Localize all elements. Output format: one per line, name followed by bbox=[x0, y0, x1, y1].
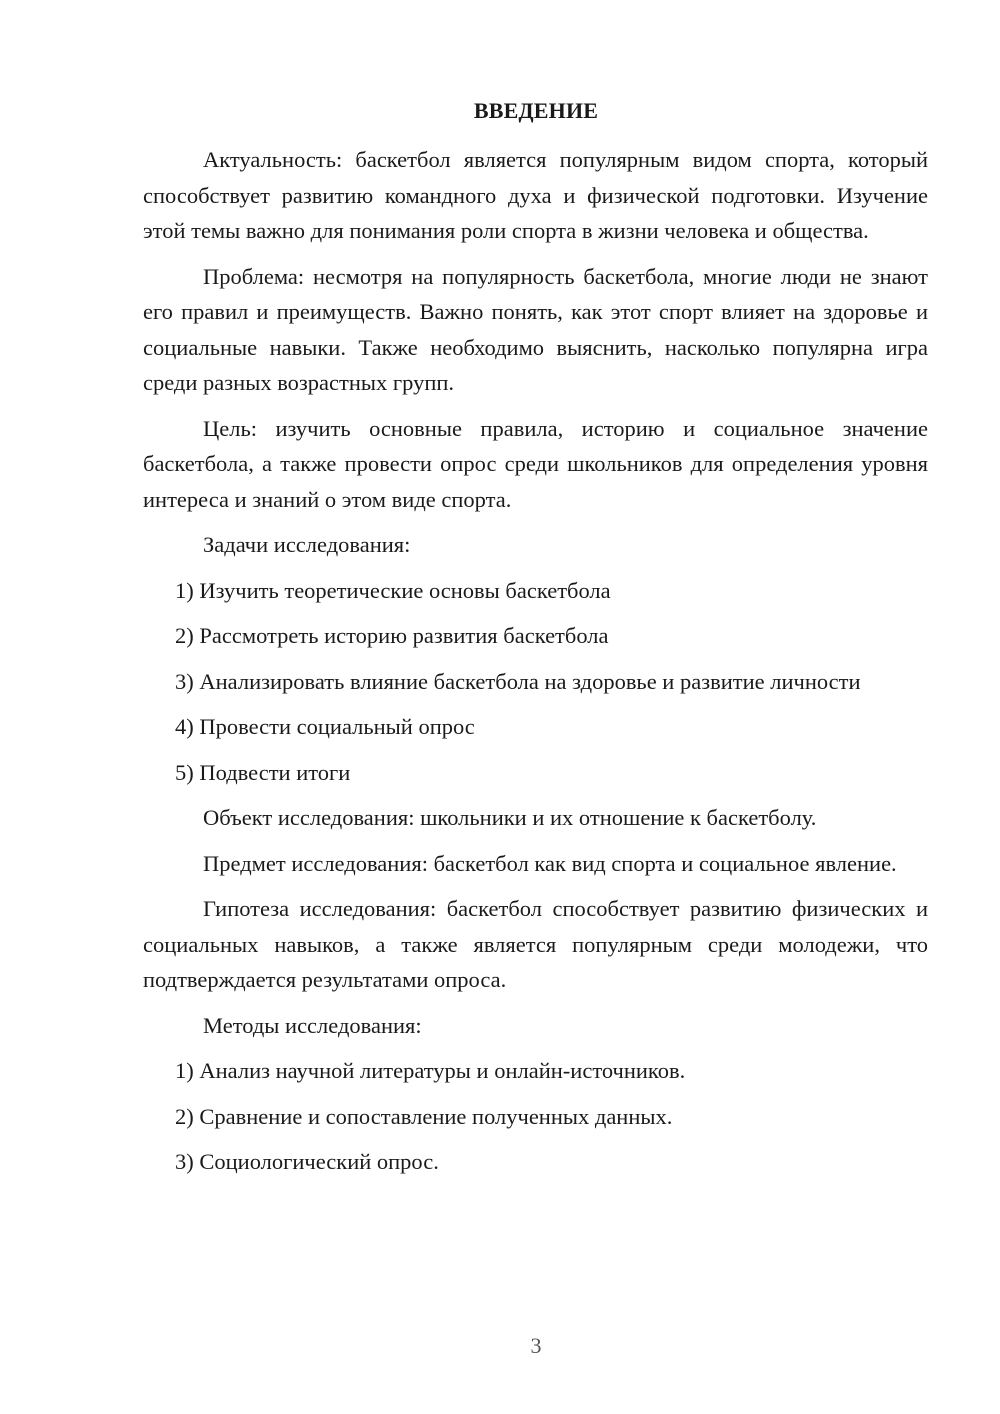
paragraph-subject: Предмет исследования: баскетбол как вид спорта и социальное явление. bbox=[203, 850, 897, 876]
paragraph-relevance: Актуальность: баскетбол является популярным видом спорта, который способствует развитию командного духа и физической подготовки. Изучение этой темы важно для понимания роли спорта в жизни человека и общества. bbox=[143, 147, 928, 243]
paragraph-problem: Проблема: несмотря на популярность баскетбола, многие люди не знают его правил и преимуществ. Важно понять, как этот спорт влияет на здоровье и социальные навыки. Также необходимо выяснить, насколько популярна игра среди разных возрастных групп. bbox=[143, 263, 928, 395]
list-item: 3) Социологический опрос. bbox=[175, 1149, 439, 1174]
methods-heading: Методы исследования: bbox=[203, 1012, 422, 1038]
list-item: 1) Анализ научной литературы и онлайн-источников. bbox=[175, 1058, 686, 1083]
tasks-heading: Задачи исследования: bbox=[203, 532, 411, 557]
list-item: 4) Провести социальный опрос bbox=[175, 714, 475, 739]
paragraph-object: Объект исследования: школьники и их отношение к баскетболу. bbox=[203, 805, 817, 830]
methods-list bbox=[143, 1053, 928, 1180]
list-item: 5) Подвести итоги bbox=[175, 759, 351, 785]
paragraph-goal: Цель: изучить основные правила, историю и социальное значение баскетбола, а также провести опрос среди школьников для определения уровня интереса и знаний о этом виде спорта. bbox=[143, 415, 928, 512]
list-item: 1) Изучить теоретические основы баскетбола bbox=[175, 577, 611, 603]
list-item: 2) Сравнение и сопоставление полученных данных. bbox=[175, 1103, 673, 1129]
list-item: 3) Анализировать влияние баскетбола на здоровье и развитие личности bbox=[175, 668, 861, 694]
list-item: 2) Рассмотреть историю развития баскетбола bbox=[175, 623, 609, 648]
page-number: 3 bbox=[530, 1333, 542, 1358]
section-title: ВВЕДЕНИЕ bbox=[473, 98, 599, 123]
paragraph-hypothesis: Гипотеза исследования: баскетбол способствует развитию физических и социальных навыков, а также является популярным среди молодежи, что подтверждается результатами опроса. bbox=[143, 896, 928, 992]
tasks-list bbox=[143, 573, 928, 791]
document-body bbox=[143, 142, 928, 1190]
